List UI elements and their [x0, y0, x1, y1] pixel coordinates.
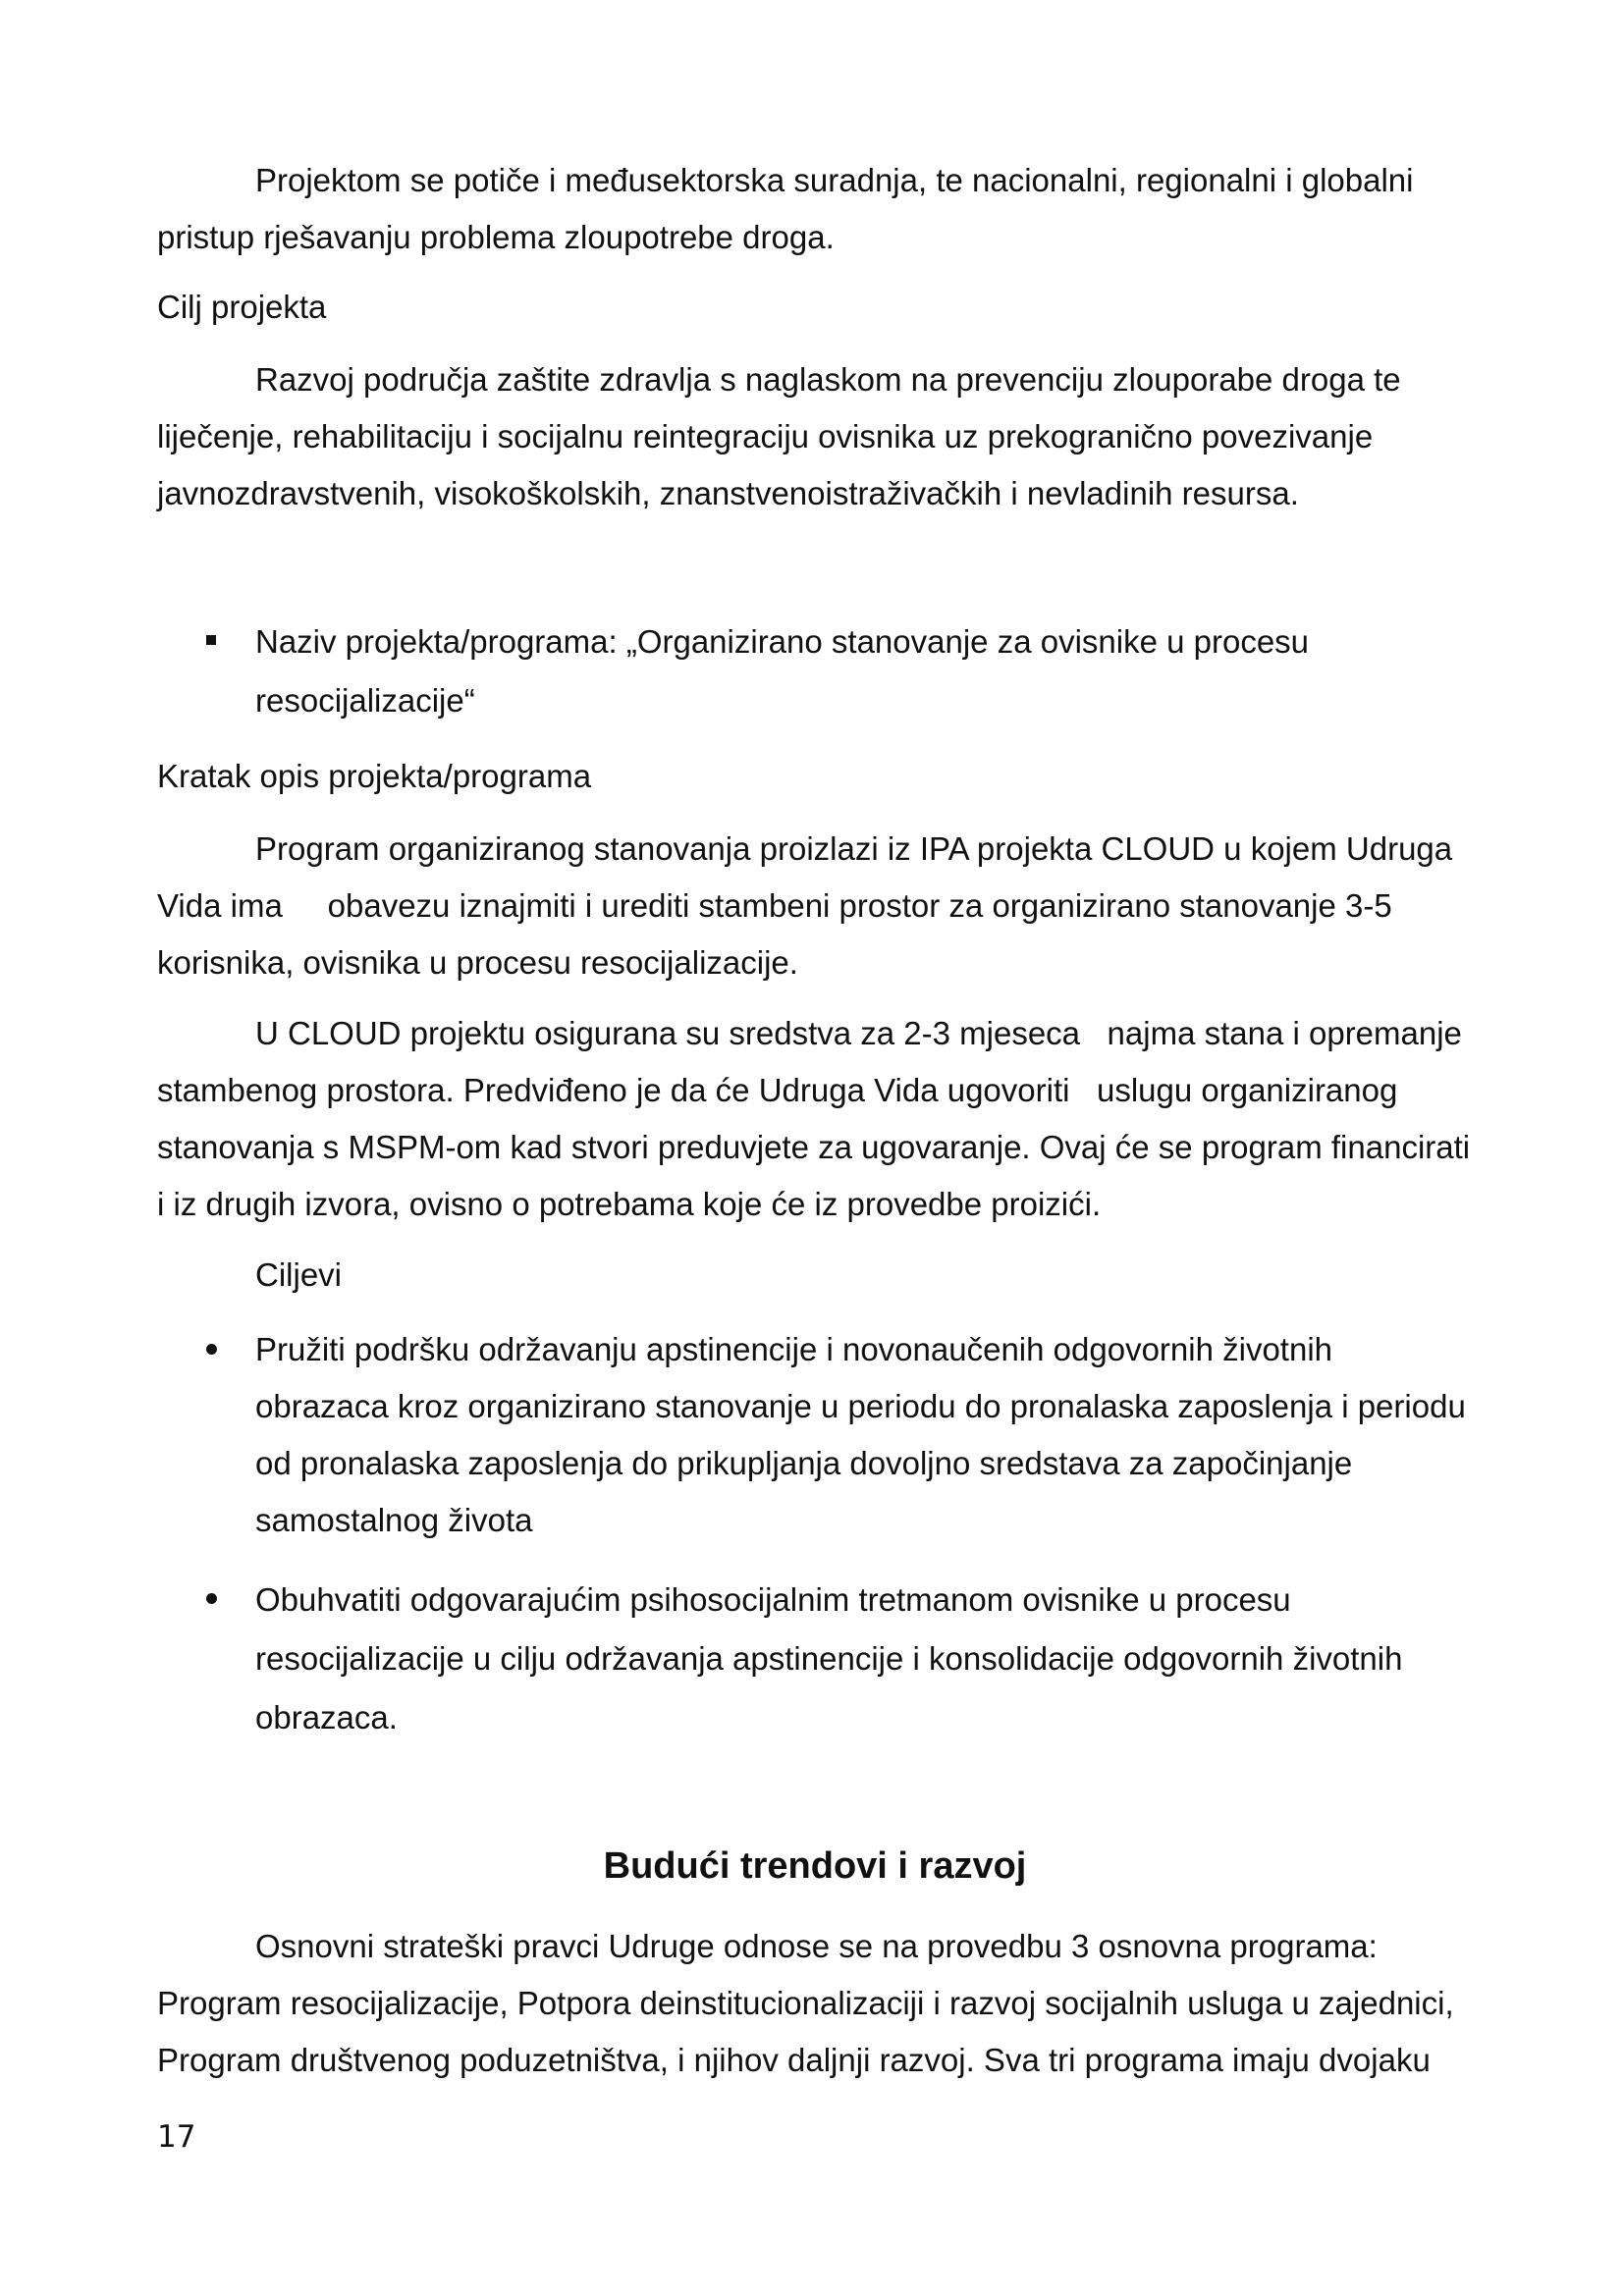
square-bullet-icon	[206, 613, 216, 669]
paragraph-program	[157, 821, 1473, 991]
paragraph-strategija	[157, 1918, 1473, 2089]
subheading-cilj	[157, 279, 1473, 336]
bullet-naziv	[157, 613, 1473, 730]
subheading-text: Cilj projekta	[157, 289, 327, 325]
subheading-kratak-opis	[157, 748, 1473, 805]
bullet-text: Naziv projekta/programa: „Organizirano stanovanje za ovisnike u procesu resocijalizacije“	[255, 623, 1310, 719]
paragraph-text: Razvoj područja zaštite zdravlja s naglaskom na prevenciju zlouporabe droga te liječenje, rehabilitaciju i socijalnu reintegraciju ovisnika uz prekogranično povezivanje javnozdravstvenih, visokoškolskih, znanstvenoistraživačkih i nevladinih resursa.	[157, 361, 1401, 511]
paragraph-cilj	[157, 351, 1473, 522]
bullet-text: Obuhvatiti odgovarajućim psihosocijalnim tretmanom ovisnike u procesu resocijalizacije u cilju održavanja apstinencije i konsolidacije odgovornih životnih obrazaca.	[255, 1581, 1403, 1735]
list-item	[157, 1571, 1473, 1747]
paragraph-text: Projektom se potiče i međusektorska suradnja, te nacionalni, regionalni i globalni pristup rješavanju problema zloupotrebe droga.	[157, 162, 1414, 255]
paragraph-cloud	[157, 1005, 1480, 1233]
bullet-text: Pružiti podršku održavanju apstinencije i novonaučenih odgovornih životnih obrazaca kroz organizirano stanovanje u periodu do pronalaska zaposlenja i periodu od pronalaska zaposlenja do prikupljanja dovoljno sredstava za započinjanje samostalnog života	[255, 1331, 1466, 1538]
dot-bullet-icon	[206, 1321, 217, 1378]
subheading-text: Ciljevi	[255, 1256, 343, 1293]
paragraph-text: U CLOUD projektu osigurana su sredstva za 2-3 mjeseca najma stana i opremanje stambenog prostora. Predviđeno je da će Udruga Vida ugovoriti uslugu organiziranog stanovanja s MSPM-om kad stvori preduvjete za ugovaranje. Ovaj će se program financirati i iz drugih izvora, ovisno o potrebama koje će iz provedbe proizići.	[157, 1015, 1480, 1222]
page-number: 17	[157, 2119, 196, 2155]
subheading-ciljevi	[157, 1247, 1473, 1304]
paragraph-intro	[157, 152, 1473, 266]
paragraph-text: Osnovni strateški pravci Udruge odnose se na provedbu 3 osnovna programa: Program resocijalizacije, Potpora deinstitucionalizaciji i razvoj socijalnih usluga u zajednici, Program društvenog poduzetništva, i njihov daljnji razvoj. Sva tri programa imaju dvojaku	[157, 1928, 1454, 2078]
paragraph-text: Program organiziranog stanovanja proizlazi iz IPA projekta CLOUD u kojem Udruga Vida ima obavezu iznajmiti i urediti stambeni prostor za organizirano stanovanje 3-5 korisnika, ovisnika u procesu resocijalizacije.	[157, 830, 1462, 981]
section-title: Budući trendovi i razvoj	[603, 1845, 1027, 1887]
list-item	[157, 1321, 1473, 1549]
dot-bullet-icon	[206, 1571, 217, 1628]
subheading-text: Kratak opis projekta/programa	[157, 758, 592, 794]
